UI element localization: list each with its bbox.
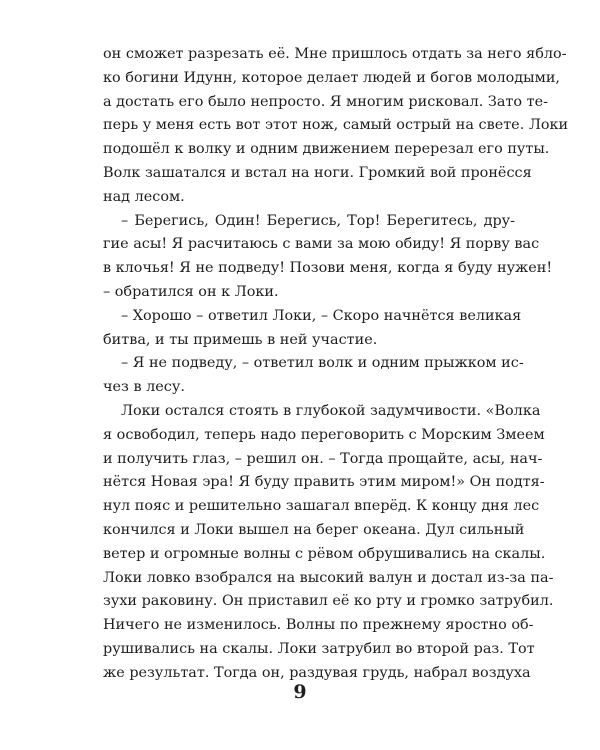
text-line: над лесом.	[103, 188, 185, 205]
text-line: Ничего не изменилось. Волны по прежнему яростно об-	[103, 617, 534, 634]
text-line: зухи раковину. Он приставил её ко рту и громко затрубил.	[103, 593, 554, 610]
text-line: – Я не подведу, – ответил волк и одним прыжком ис-	[121, 355, 524, 372]
text-line: – Берегись, Один! Берегись, Тор! Берегитесь, дру-	[121, 212, 515, 229]
text-line: и получить глаз, – решил он. – Тогда прощайте, асы, нач-	[103, 450, 543, 467]
text-line: гие асы! Я расчитаюсь с вами за мою обиду! Я порву вас	[103, 236, 540, 253]
text-line: нул пояс и решительно зашагал вперёд. К концу дня лес	[103, 498, 540, 515]
text-line: перь у меня есть вот этот нож, самый острый на свете. Локи	[103, 117, 569, 134]
text-line: подошёл к волку и одним движением перерезал его путы.	[103, 141, 550, 158]
text-line: Локи остался стоять в глубокой задумчивости. «Волка	[121, 403, 541, 419]
text-line: – Хорошо – ответил Локи, – Скоро начнётся великая	[121, 307, 522, 324]
text-line: же результат. Тогда он, раздувая грудь, набрал воздуха	[103, 664, 531, 681]
text-line: – обратился он к Локи.	[103, 284, 279, 300]
text-line: рушивались на скалы. Локи затрубил во второй раз. Тот	[103, 641, 535, 657]
text-line: Локи ловко взобрался на высокий валун и достал из-за па-	[103, 569, 554, 586]
text-line: в клочья! Я не подведу! Позови меня, когда я буду нужен!	[103, 260, 553, 277]
text-line: Волк зашатался и встал на ноги. Громкий вой пронёсся	[103, 165, 532, 181]
text-line: ко богини Идунн, которое делает людей и богов молодыми,	[103, 69, 560, 86]
text-line: он сможет разрезать её. Мне пришлось отдать за него ябло-	[103, 46, 567, 62]
page-number: 9	[293, 681, 307, 703]
text-line: ветер и огромные волны с рёвом обрушивались на скалы.	[103, 545, 546, 562]
text-line: а достать его было непросто. Я многим рисковал. Зато те-	[103, 93, 548, 110]
text-line: я освободил, теперь надо переговорить с Морским Змеем	[103, 426, 545, 443]
text-line: чез в лесу.	[103, 379, 185, 396]
text-line: кончился и Локи вышел на берег океана. Дул сильный	[103, 522, 525, 538]
text-line: нётся Новая эра! Я буду править этим миром!» Он подтя-	[103, 474, 545, 491]
text-line: битва, и ты примешь в ней участие.	[103, 331, 378, 348]
